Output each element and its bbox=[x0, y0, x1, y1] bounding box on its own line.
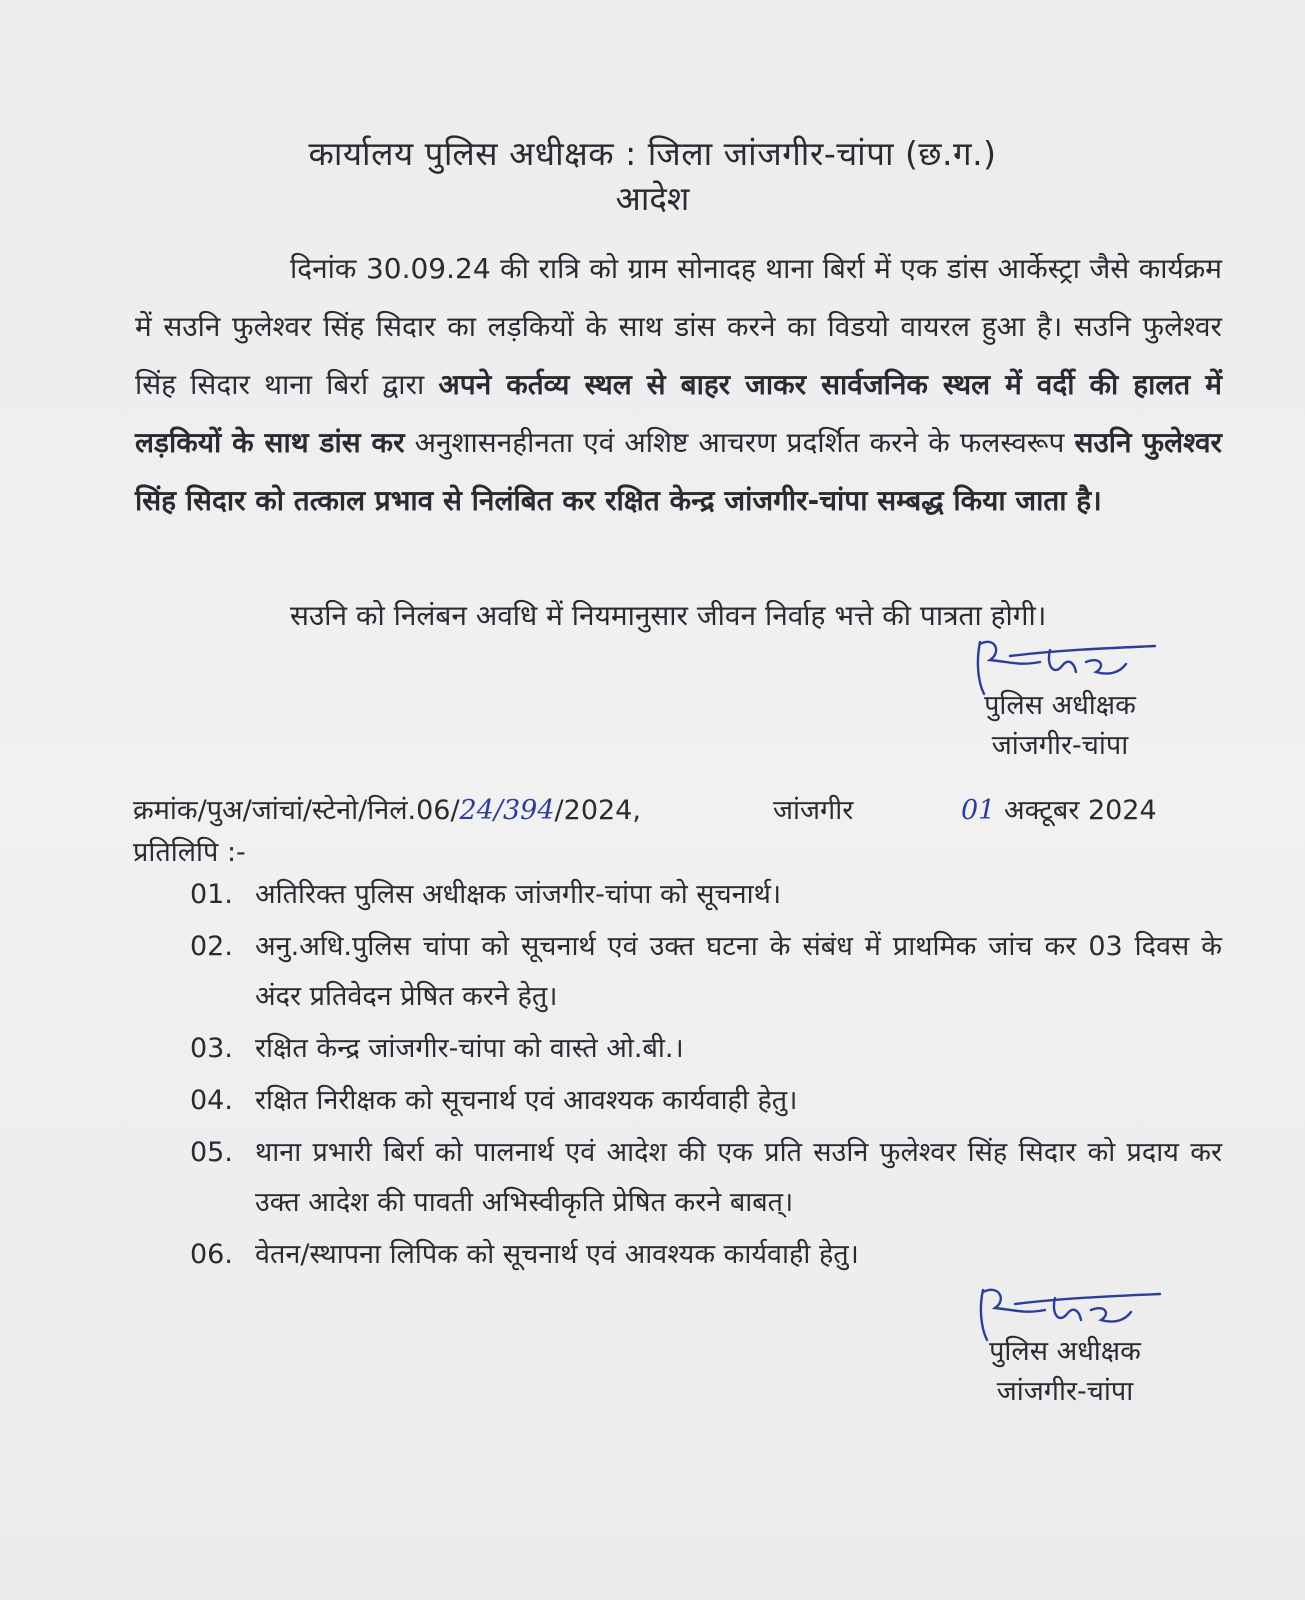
reference-number-suffix: /2024, bbox=[554, 795, 641, 826]
reference-number-prefix: क्रमांक/पुअ/जांचां/स्टेनो/निलं.06/ bbox=[133, 795, 460, 826]
item-number: 03. bbox=[190, 1033, 233, 1064]
order-paragraph bbox=[135, 240, 1222, 530]
item-text: थाना प्रभारी बिर्रा को पालनार्थ एवं आदेश की एक प्रति सउनि फुलेश्वर सिंह सिदार को प्रदाय कर उक्त आदेश की पावती अभिस्वीकृति प्रेषित करने बाबत्। bbox=[255, 1137, 1222, 1218]
reference-number-handwritten: 24/394 bbox=[459, 795, 555, 826]
item-text: वेतन/स्थापना लिपिक को सूचनार्थ एवं आवश्यक कार्यवाही हेतु। bbox=[255, 1239, 859, 1270]
order-text-bold-1: अपने कर्तव्य स्थल से बाहर जाकर सार्वजनिक स्थल में वर्दी की हालत में लड़कियों के साथ डांस कर bbox=[135, 368, 1222, 459]
signatory-place: जांजगीर-चांपा bbox=[996, 1376, 1134, 1407]
dispatch-date bbox=[961, 790, 1157, 827]
order-text-intro: दिनांक 30.09.24 की रात्रि को ग्राम सोनादह थाना बिर्रा में एक डांस आर्केस्ट्रा जैसे कार्यक्रम में सउनि फुलेश्वर सिंह सिदार का लड़कियों के साथ डांस करने का विडयो वायरल हुआ है। सउनि फुलेश्वर सिंह सिदार थाना बिर्रा द्वारा bbox=[135, 252, 1222, 401]
item-number: 01. bbox=[190, 879, 233, 910]
list-item bbox=[190, 922, 1222, 1022]
order-text-bold-2: सउनि फुलेश्वर सिंह सिदार को तत्काल प्रभाव से निलंबित कर रक्षित केन्द्र जांजगीर-चांपा सम्बद्ध किया जाता है। bbox=[135, 426, 1222, 517]
list-item bbox=[190, 1076, 1222, 1126]
item-number: 04. bbox=[190, 1085, 233, 1116]
item-text: अनु.अधि.पुलिस चांपा को सूचनार्थ एवं उक्त घटना के संबंध में प्राथमिक जांच कर 03 दिवस के अंदर प्रतिवेदन प्रेषित करने हेतु। bbox=[255, 931, 1222, 1012]
office-heading: कार्यालय पुलिस अधीक्षक : जिला जांजगीर-चांपा (छ.ग.) bbox=[308, 134, 997, 173]
list-item bbox=[190, 870, 1222, 920]
copy-to-heading: प्रतिलिपि :- bbox=[133, 837, 246, 868]
list-item bbox=[190, 1230, 1222, 1280]
date-day-handwritten: 01 bbox=[961, 795, 996, 826]
list-item bbox=[190, 1024, 1222, 1074]
dispatch-place: जांजगीर bbox=[773, 795, 854, 826]
item-text: रक्षित केन्द्र जांजगीर-चांपा को वास्ते ओ.बी.। bbox=[255, 1033, 684, 1064]
item-text: अतिरिक्त पुलिस अधीक्षक जांजगीर-चांपा को सूचनार्थ। bbox=[255, 879, 782, 910]
item-number: 06. bbox=[190, 1239, 233, 1270]
copy-list bbox=[190, 870, 1222, 1282]
signatory-title: पुलिस अधीक्षक bbox=[989, 1336, 1141, 1367]
allowance-paragraph: सउनि को निलंबन अवधि में नियमानुसार जीवन निर्वाह भत्ते की पात्रता होगी। bbox=[290, 599, 1047, 632]
signature-block-2 bbox=[940, 1278, 1190, 1412]
signatory-title: पुलिस अधीक्षक bbox=[984, 690, 1136, 721]
signatory-place: जांजगीर-चांपा bbox=[991, 730, 1129, 761]
order-heading: आदेश bbox=[615, 179, 690, 218]
dispatch-line bbox=[133, 790, 1183, 827]
list-item bbox=[190, 1128, 1222, 1228]
order-text-middle: अनुशासनहीनता एवं अशिष्ट आचरण प्रदर्शित करने के फलस्वरूप bbox=[404, 426, 1075, 459]
item-number: 02. bbox=[190, 931, 233, 962]
date-month-year: अक्टूबर 2024 bbox=[1003, 795, 1157, 826]
item-number: 05. bbox=[190, 1137, 233, 1168]
item-text: रक्षित निरीक्षक को सूचनार्थ एवं आवश्यक कार्यवाही हेतु। bbox=[255, 1085, 798, 1116]
signature-block-1 bbox=[935, 632, 1185, 766]
